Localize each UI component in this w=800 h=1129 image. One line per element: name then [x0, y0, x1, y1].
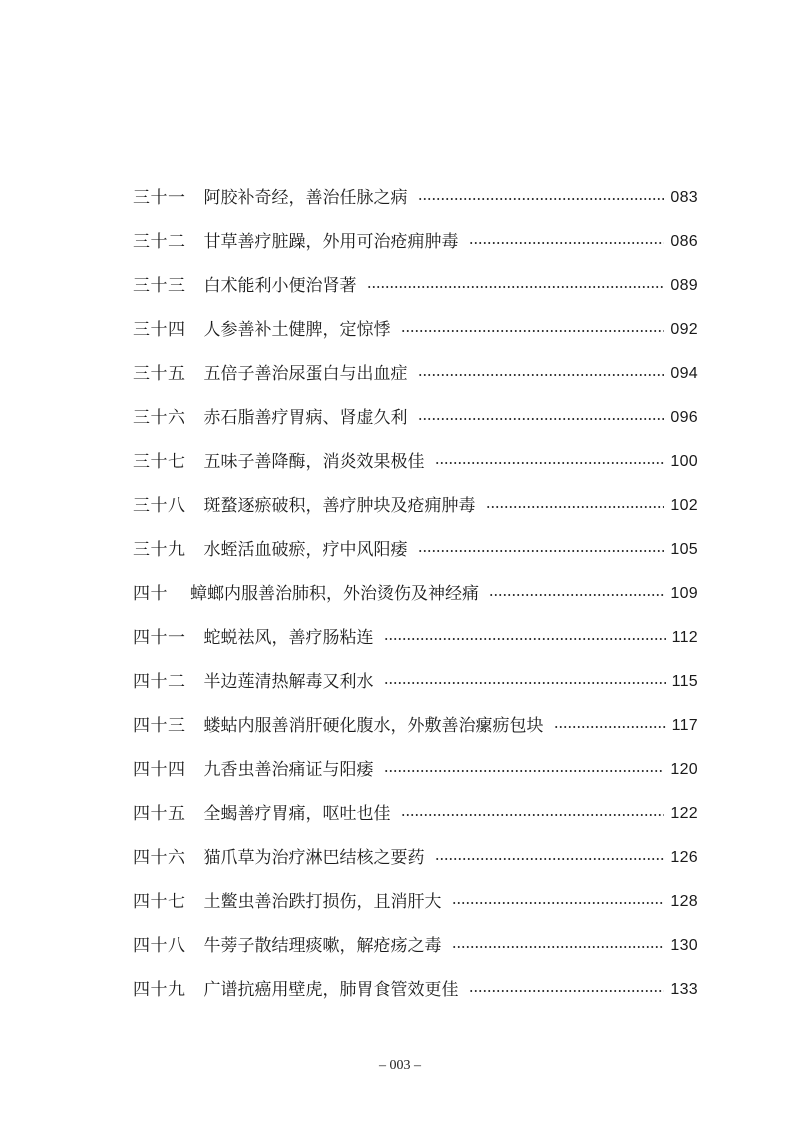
toc-number: 三十四: [133, 320, 186, 340]
toc-title: 阿胶补奇经，善治任脉之病: [203, 188, 408, 208]
toc-entry-47[interactable]: [133, 880, 698, 924]
toc-page-number: 092: [670, 321, 698, 338]
toc-entry-31[interactable]: [133, 176, 698, 220]
toc-page-number: 130: [670, 937, 698, 954]
toc-entry-49[interactable]: [133, 968, 698, 1012]
toc-leader-dots: [418, 374, 665, 376]
toc-leader-dots: [435, 858, 665, 860]
toc-number: 四十二: [133, 672, 186, 692]
toc-title: 斑蝥逐瘀破积，善疗肿块及疮痈肿毒: [203, 496, 476, 516]
toc-title: 九香虫善治痛证与阳痿: [203, 760, 374, 780]
toc-number: 三十五: [133, 364, 186, 384]
toc-entry-34[interactable]: [133, 308, 698, 352]
toc-title: 甘草善疗脏躁，外用可治疮痈肿毒: [203, 232, 459, 252]
toc-entry-39[interactable]: [133, 528, 698, 572]
toc-entry-32[interactable]: [133, 220, 698, 264]
toc-number: 四十一: [133, 628, 186, 648]
toc-number: 四十四: [133, 760, 186, 780]
toc-entry-41[interactable]: [133, 616, 698, 660]
toc-entry-44[interactable]: [133, 748, 698, 792]
toc-leader-dots: [452, 902, 665, 904]
toc-number: 四十五: [133, 804, 186, 824]
toc-leader-dots: [367, 286, 665, 288]
toc-page-number: 120: [670, 761, 698, 778]
toc-leader-dots: [401, 814, 665, 816]
toc-page-number: 100: [670, 453, 698, 470]
toc-title: 蝼蛄内服善消肝硬化腹水，外敷善治瘰疬包块: [203, 716, 544, 736]
toc-leader-dots: [418, 550, 665, 552]
toc-page-number: 112: [671, 629, 698, 646]
toc-page-number: 086: [670, 233, 698, 250]
toc-title: 猫爪草为治疗淋巴结核之要药: [203, 848, 425, 868]
toc-entry-42[interactable]: [133, 660, 698, 704]
page-folio: – 003 –: [379, 1058, 421, 1073]
toc-title: 蟑螂内服善治肺积，外治烫伤及神经痛: [190, 584, 479, 604]
toc-number: 四十八: [133, 936, 186, 956]
toc-title: 五倍子善治尿蛋白与出血症: [203, 364, 408, 384]
toc-leader-dots: [384, 638, 666, 640]
toc-page-number: 083: [670, 189, 698, 206]
toc-title: 广谱抗癌用壁虎，肺胃食管效更佳: [203, 980, 459, 1000]
toc-number: 四十九: [133, 980, 186, 1000]
toc-page-number: 094: [670, 365, 698, 382]
table-of-contents: [133, 176, 698, 1012]
toc-leader-dots: [486, 506, 665, 508]
toc-page-number: 096: [670, 409, 698, 426]
toc-page-number: 105: [670, 541, 698, 558]
toc-entry-36[interactable]: [133, 396, 698, 440]
toc-entry-43[interactable]: [133, 704, 698, 748]
toc-title: 水蛭活血破瘀，疗中风阳痿: [203, 540, 408, 560]
toc-page-number: 133: [670, 981, 698, 998]
toc-number: 四十: [133, 584, 168, 604]
toc-title: 牛蒡子散结理痰嗽，解疮疡之毒: [203, 936, 442, 956]
toc-leader-dots: [554, 726, 666, 728]
toc-title: 五味子善降酶，消炎效果极佳: [203, 452, 425, 472]
toc-page-number: 128: [670, 893, 698, 910]
toc-leader-dots: [384, 770, 665, 772]
toc-number: 三十七: [133, 452, 186, 472]
toc-title: 半边莲清热解毒又利水: [203, 672, 374, 692]
toc-entry-45[interactable]: [133, 792, 698, 836]
toc-title: 蛇蜕祛风，善疗肠粘连: [203, 628, 374, 648]
toc-number: 三十二: [133, 232, 186, 252]
toc-number: 三十八: [133, 496, 186, 516]
toc-leader-dots: [435, 462, 665, 464]
toc-leader-dots: [469, 242, 665, 244]
toc-number: 三十三: [133, 276, 186, 296]
toc-leader-dots: [401, 330, 665, 332]
toc-entry-40[interactable]: [133, 572, 698, 616]
toc-page-number: 122: [670, 805, 698, 822]
toc-number: 四十七: [133, 892, 186, 912]
toc-number: 三十一: [133, 188, 186, 208]
toc-title: 赤石脂善疗胃病、肾虚久利: [203, 408, 408, 428]
toc-entry-38[interactable]: [133, 484, 698, 528]
toc-leader-dots: [452, 946, 665, 948]
toc-leader-dots: [489, 594, 664, 596]
toc-entry-35[interactable]: [133, 352, 698, 396]
toc-entry-33[interactable]: [133, 264, 698, 308]
toc-number: 四十三: [133, 716, 186, 736]
toc-entry-37[interactable]: [133, 440, 698, 484]
toc-title: 全蝎善疗胃痛，呕吐也佳: [203, 804, 391, 824]
toc-entry-46[interactable]: [133, 836, 698, 880]
toc-title: 白术能利小便治肾著: [203, 276, 357, 296]
toc-number: 三十九: [133, 540, 186, 560]
toc-number: 三十六: [133, 408, 186, 428]
toc-leader-dots: [384, 682, 666, 684]
toc-page-number: 089: [670, 277, 698, 294]
toc-number: 四十六: [133, 848, 186, 868]
toc-leader-dots: [418, 418, 665, 420]
toc-leader-dots: [469, 990, 665, 992]
toc-leader-dots: [418, 198, 665, 200]
toc-page-number: 109: [670, 585, 698, 602]
toc-title: 人参善补土健脾，定惊悸: [203, 320, 391, 340]
toc-entry-48[interactable]: [133, 924, 698, 968]
toc-page-number: 126: [670, 849, 698, 866]
toc-page-number: 102: [670, 497, 698, 514]
toc-title: 土鳖虫善治跌打损伤，且消肝大: [203, 892, 442, 912]
toc-page-number: 115: [671, 673, 698, 690]
toc-page-number: 117: [671, 717, 698, 734]
